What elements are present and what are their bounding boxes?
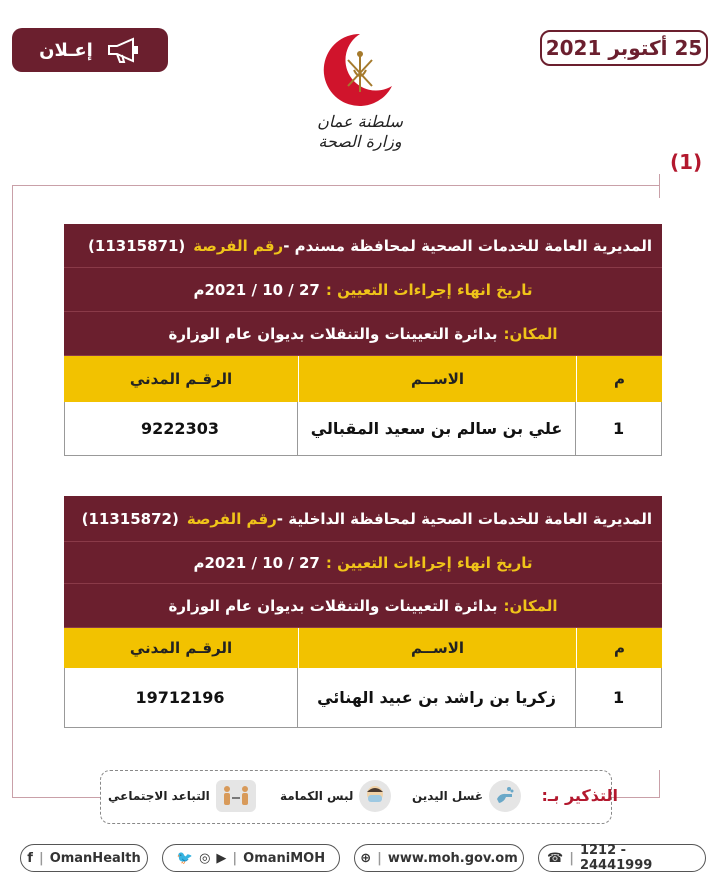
reminder-hand-wash (412, 778, 521, 814)
place-value: بدائرة التعيينات والتنقلات بديوان عام الوزارة (168, 324, 498, 343)
place-label: المكان: (503, 324, 558, 343)
deadline-row (64, 542, 662, 584)
row-num: 1 (575, 668, 661, 727)
frame-line-bottom-right (612, 797, 660, 798)
ministry-name (270, 112, 450, 152)
social-distance-icon (216, 780, 256, 812)
place-row (64, 312, 662, 356)
deadline-label: تاريخ انهاء إجراءات التعيين : (325, 553, 533, 572)
youtube-icon: ▶ (216, 850, 227, 866)
table-row (64, 668, 662, 728)
reminder-label: لبس الكمامة (280, 789, 354, 803)
announcement-badge (12, 28, 168, 72)
social-links[interactable] (162, 844, 340, 872)
twitter-icon: 🐦 (176, 850, 194, 866)
reminder-label: غسل اليدين (412, 789, 484, 803)
place-label: المكان: (503, 596, 558, 615)
ministry-line-2: وزارة الصحة (318, 132, 402, 151)
date-box (540, 30, 708, 66)
social-handle: OmaniMOH (243, 850, 326, 866)
page-number: (1) (670, 150, 703, 174)
frame-line-left (12, 185, 13, 797)
date-text: 25 أكتوبر 2021 (545, 36, 703, 60)
block-title-row (64, 496, 662, 542)
block-title-row (64, 224, 662, 268)
reminder-social-distance (108, 778, 256, 814)
block-title: المديرية العامة للخدمات الصحية لمحافظة مسندم - (283, 236, 652, 255)
reminder-face-mask (280, 778, 391, 814)
opportunity-block-1 (64, 224, 662, 456)
separator: | (569, 850, 574, 866)
website-link[interactable] (354, 844, 524, 872)
table-header (64, 628, 662, 668)
deadline-row (64, 268, 662, 312)
reminder-title: التذكير بـ: (541, 786, 618, 805)
announcement-label: إعـلان (39, 39, 93, 61)
frame-line-right-bottom (659, 770, 660, 798)
row-name: علي بن سالم بن سعيد المقبالي (297, 402, 575, 455)
col-num: م (576, 356, 662, 402)
globe-icon: ⊕ (360, 850, 372, 866)
megaphone-icon (107, 37, 141, 63)
frame-line-right (659, 174, 660, 198)
ministry-line-1: سلطنة عمان (317, 112, 403, 131)
facebook-handle: OmanHealth (49, 850, 141, 866)
col-name: الاســم (298, 356, 576, 402)
row-name: زكريا بن راشد بن عبيد الهنائي (297, 668, 575, 727)
place-row (64, 584, 662, 628)
place-value: بدائرة التعيينات والتنقلات بديوان عام الوزارة (168, 596, 498, 615)
table-row (64, 402, 662, 456)
opportunity-number: (11315871) (88, 236, 186, 255)
separator: | (377, 850, 382, 866)
separator: | (232, 850, 238, 866)
phone-icon: ☎ (547, 850, 564, 866)
col-num: م (576, 628, 662, 668)
deadline-label: تاريخ انهاء إجراءات التعيين : (325, 280, 533, 299)
opportunity-label: رقم الفرصة (186, 509, 277, 528)
website-url: www.moh.gov.om (387, 850, 518, 866)
frame-line-bottom (12, 797, 100, 798)
block-title: المديرية العامة للخدمات الصحية لمحافظة الداخلية - (276, 509, 652, 528)
col-name: الاســم (298, 628, 576, 668)
table-header (64, 356, 662, 402)
row-civil-id: 19712196 (135, 688, 225, 707)
phone-number: 1212 - 24441999 (579, 843, 653, 873)
instagram-icon: ◎ (199, 850, 211, 866)
frame-line-top (12, 185, 660, 186)
reminder-label: التباعد الاجتماعي (108, 789, 210, 803)
col-civil-id: الرقـم المدني (129, 370, 233, 388)
opportunity-block-2 (64, 496, 662, 728)
hand-wash-icon (489, 780, 521, 812)
opportunity-label: رقم الفرصة (193, 236, 284, 255)
facebook-icon: f (27, 850, 33, 866)
ministry-logo (322, 30, 398, 110)
deadline-value: 27 / 10 / 2021م (193, 280, 320, 299)
row-civil-id: 9222303 (141, 419, 219, 438)
opportunity-number: (11315872) (81, 509, 179, 528)
row-num: 1 (575, 402, 661, 455)
deadline-value: 27 / 10 / 2021م (193, 553, 320, 572)
separator: | (38, 850, 44, 866)
face-mask-icon (359, 780, 391, 812)
col-civil-id: الرقـم المدني (129, 639, 233, 657)
facebook-link[interactable] (20, 844, 148, 872)
phone-link[interactable] (538, 844, 706, 872)
